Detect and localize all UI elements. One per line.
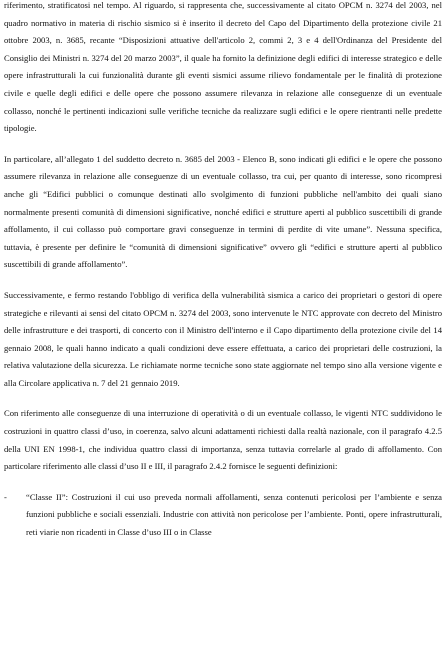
paragraph-4: Con riferimento alle conseguenze di una interruzione di operatività o di un eventuale collasso, le vigenti NTC suddividono le costruzioni in quattro classi d’uso, in coerenza, salvo alcuni adattamenti richiesti dalla realtà nazionale, con il paragrafo 4.2.5 della UNI EN 1998-1, che individua quattro classi di importanza, senza tuttavia correlarle al grado di affollamento. Con particolare riferimento alle classi d’uso II e III, il paragrafo 2.4.2 fornisce le seguenti definizioni: (4, 408, 442, 472)
list-item (4, 489, 442, 542)
paragraph-2: In particolare, all’allegato 1 del suddetto decreto n. 3685 del 2003 - Elenco B, sono indicati gli edifici e le opere che possono assumere rilevanza in relazione alle conseguenze di un eventuale collasso, tra cui, per quanto di interesse, sono ricompresi anche gli “Edifici pubblici o comunque destinati allo svolgimento di funzioni pubbliche nell'ambito dei quali siano normalmente presenti comunità di dimensioni significative, nonché edifici e strutture aperti al pubblico suscettibili di grande affollamento, il cui collasso può comportare gravi conseguenze in termini di perdite di vite umane”. Nessuna specifica, tuttavia, è presente per definire le “comunità di dimensioni significative” ovvero gli “edifici e strutture aperti al pubblico suscettibili di grande affollamento”. (4, 153, 442, 270)
list-item-text: “Classe II”: Costruzioni il cui uso preveda normali affollamenti, senza contenuti pericolosi per l’ambiente e senza funzioni pubbliche e sociali essenziali. Industrie con attività non pericolose per l’ambiente. Ponti, opere infrastrutturali, reti viarie non ricadenti in Classe d’uso III o in Classe (26, 491, 442, 538)
paragraph-3: Successivamente, e fermo restando l'obbligo di verifica della vulnerabilità sismica a carico dei proprietari o gestori di opere strategiche e rilevanti ai sensi del citato OPCM n. 3274 del 2003, sono intervenute le NTC approvate con decreto del Ministro delle infrastrutture e dei trasporti, di concerto con il Ministro dell'interno e il Capo dipartimento della protezione civile del 14 gennaio 2008, le quali hanno indicato a quali condizioni deve essere effettuata, a carico dei proprietari delle costruzioni, la relativa valutazione della sicurezza. Le richiamate norme tecniche sono state aggiornate nel tempo sino alla versione vigente e alla Circolare applicativa n. 7 del 21 gennaio 2019. (4, 289, 442, 388)
definitions-list (4, 489, 442, 542)
paragraph-1: riferimento, stratificatosi nel tempo. Al riguardo, si rappresenta che, successivamente al citato OPCM n. 3274 del 2003, nel quadro normativo in materia di rischio sismico si è inserito il decreto del Capo del Dipartimento della protezione civile 21 ottobre 2003, n. 3685, recante “Disposizioni attuative dell'articolo 2, commi 2, 3 e 4 dell'Ordinanza del Presidente del Consiglio dei Ministri n. 3274 del 20 marzo 2003”, il quale ha fornito la definizione degli edifici di interesse strategico e delle opere infrastrutturali la cui funzionalità durante gli eventi sismici assume rilievo fondamentale per le finalità di protezione civile e quelle degli edifici e delle opere che possono assumere rilevanza in relazione alle conseguenze di un eventuale collasso, nonché le pertinenti indicazioni sulle verifiche tecniche da realizzare sugli edifici e le opere rientranti nelle predette tipologie. (4, 0, 442, 134)
list-bullet: - (4, 491, 7, 502)
